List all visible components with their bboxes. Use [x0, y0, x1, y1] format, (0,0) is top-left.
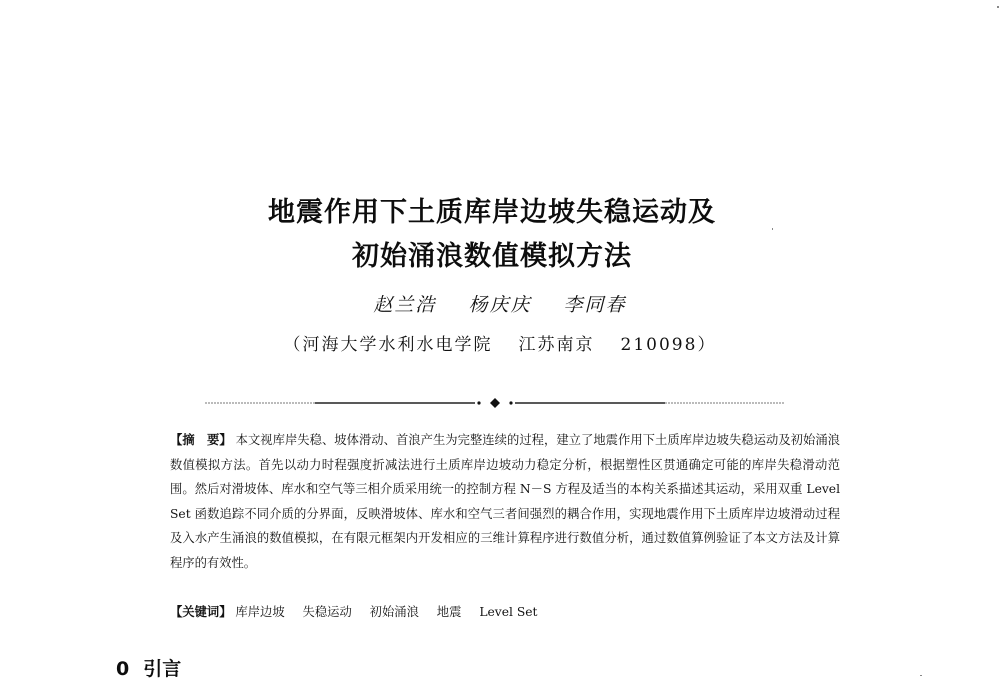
keyword: 库岸边坡 — [235, 605, 285, 619]
keywords-label: 【关键词】 — [170, 605, 232, 619]
affiliation-location: 江苏南京 — [518, 335, 595, 355]
affiliation-open-paren: （ — [283, 335, 303, 355]
section-title: 引言 — [143, 658, 182, 680]
abstract-label: 【摘 要】 — [170, 433, 232, 447]
keyword: 地震 — [436, 605, 462, 619]
scan-speck — [997, 6, 999, 8]
divider-ornament-icon — [195, 396, 795, 410]
scan-speck — [772, 228, 773, 230]
affiliation-close-paren: ） — [697, 335, 717, 355]
section-heading — [116, 654, 181, 681]
section-number: 0 — [116, 658, 130, 680]
keywords — [170, 600, 840, 624]
paper-title-line-1: 地震作用下土质库岸边坡失稳运动及 — [268, 197, 716, 228]
author-name: 赵兰浩 — [373, 294, 437, 316]
scan-speck — [920, 675, 922, 676]
affiliation — [0, 330, 1000, 355]
section-divider — [195, 396, 795, 410]
keyword: Level Set — [479, 605, 538, 619]
abstract — [170, 428, 840, 575]
author-name: 杨庆庆 — [468, 294, 532, 316]
author-name: 李同春 — [563, 294, 627, 316]
keyword: 初始涌浪 — [369, 605, 419, 619]
paper-title-line-2: 初始涌浪数值模拟方法 — [352, 241, 632, 272]
author-list — [0, 290, 1000, 317]
keyword: 失稳运动 — [302, 605, 352, 619]
abstract-text: 本文视库岸失稳、坡体滑动、首浪产生为完整连续的过程，建立了地震作用下土质库岸边坡失稳运动及初始涌浪数值模拟方法。首先以动力时程强度折减法进行土质库岸边坡动力稳定分析，根据塑性区贯通确定可能的库岸失稳滑动范围。然后对滑坡体、库水和空气等三相介质采用统一的控制方程 N－S 方程及适当的本构关系描述其运动，采用双重 Level Set 函数追踪不同介质的分界面，反映滑坡体、库水和空气三者间强烈的耦合作用，实现地震作用下土质库岸边坡滑动过程及入水产生涌浪的数值模拟，在有限元框架内开发相应的三维计算程序进行数值分析，通过数值算例验证了本文方法及计算程序的有效性。 — [170, 433, 840, 570]
affiliation-institute: 河海大学水利水电学院 — [302, 335, 493, 355]
affiliation-postcode: 210098 — [620, 335, 698, 355]
